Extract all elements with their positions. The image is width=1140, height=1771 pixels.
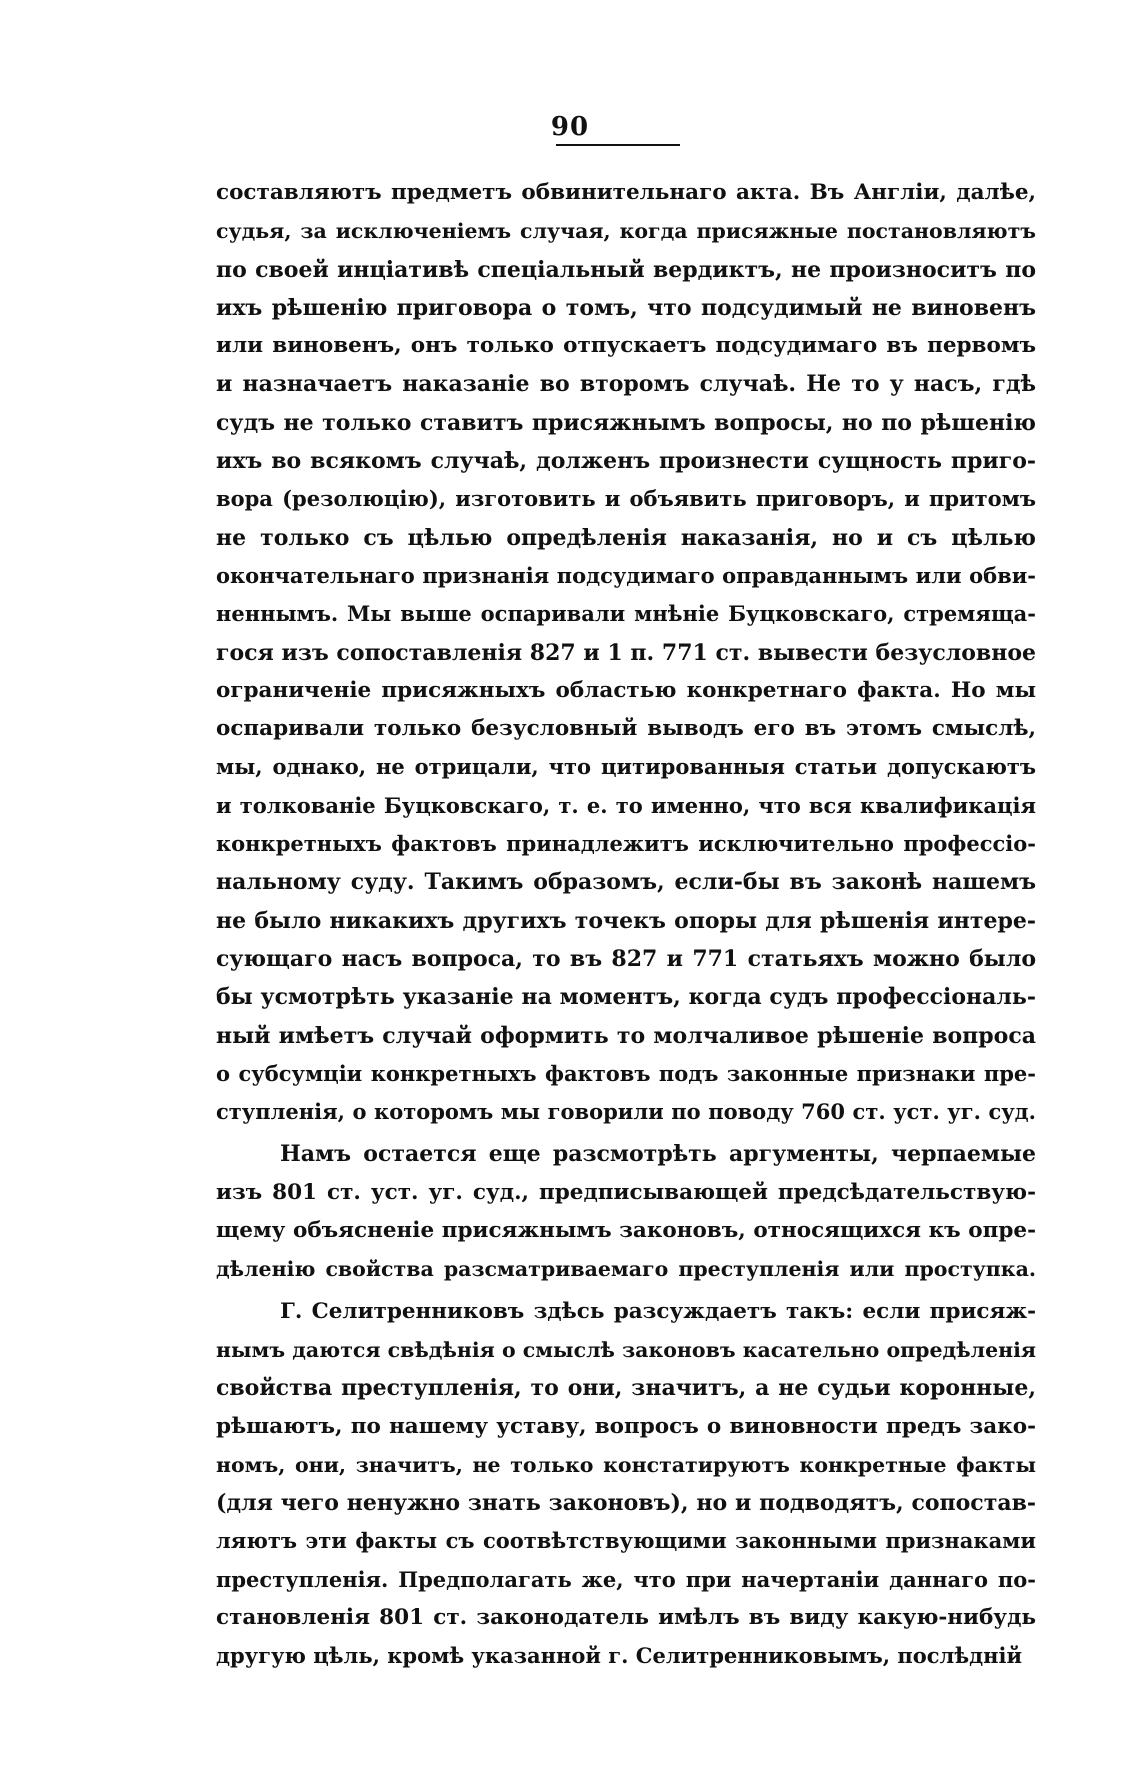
- text-line: ихъ рѣшенію приговора о томъ, что подсудимый не виновенъ: [216, 294, 1036, 321]
- text-line: изъ 801 ст. уст. уг. суд., предписывающей предсѣдательствую-: [216, 1179, 1036, 1205]
- text-line: окончательнаго признанія подсудимаго оправданнымъ или обви-: [216, 562, 1036, 588]
- text-line: ный имѣетъ случай оформить то молчаливое рѣшеніе вопроса: [216, 1022, 1036, 1049]
- page-number-rule: [556, 144, 680, 146]
- page-number: 90: [550, 112, 590, 142]
- text-line: не только съ цѣлью опредѣленія наказанія, но и съ цѣлью: [216, 524, 1036, 551]
- text-line: по своей инціативѣ спеціальный вердиктъ, не произноситъ по: [216, 256, 1036, 283]
- text-line: ихъ во всякомъ случаѣ, долженъ произнести сущность приго-: [216, 448, 1036, 475]
- paragraph-1: [216, 174, 1036, 1131]
- text-line: нальному суду. Такимъ образомъ, если-бы въ законѣ нашемъ: [216, 869, 1036, 896]
- text-line: (для чего ненужно знать законовъ), но и подводятъ, сопостав-: [216, 1490, 1036, 1517]
- text-line: и толкованіе Буцковскаго, т. е. то именно, что вся квалификація: [216, 792, 1036, 818]
- text-line: Намъ остается еще разсмотрѣть аргументы, черпаемые: [280, 1141, 1036, 1168]
- text-line: дѣленію свойства разсматриваемаго преступленія или проступка.: [216, 1257, 1036, 1282]
- text-line: щему объясненіе присяжнымъ законовъ, относящихся къ опре-: [216, 1218, 1036, 1244]
- paragraph-3: [216, 1293, 1036, 1676]
- text-line: или виновенъ, онъ только отпускаетъ подсудимаго въ первомъ: [216, 333, 1036, 359]
- text-line: не было никакихъ другихъ точекъ опоры для рѣшенія интере-: [216, 907, 1036, 934]
- body-text: [216, 174, 1036, 1676]
- text-line: гося изъ сопоставленія 827 и 1 п. 771 ст. вывести безусловное: [216, 639, 1036, 666]
- text-line: неннымъ. Мы выше оспаривали мнѣніе Буцковскаго, стремяща-: [216, 601, 1036, 627]
- text-line: ступленія, о которомъ мы говорили по поводу 760 ст. уст. уг. суд.: [216, 1099, 1036, 1125]
- text-line: оспаривали только безусловный выводъ его въ этомъ смыслѣ,: [216, 716, 1036, 742]
- text-line: сующаго насъ вопроса, то въ 827 и 771 статьяхъ можно было: [216, 945, 1036, 972]
- text-line: и назначаетъ наказаніе во второмъ случаѣ. Не то у насъ, гдѣ: [216, 371, 1036, 398]
- text-line: о субсумціи конкретныхъ фактовъ подъ законные признаки пре-: [216, 1060, 1036, 1086]
- text-line: другую цѣль, кромѣ указанной г. Селитренниковымъ, послѣдній: [216, 1643, 1023, 1669]
- text-line: судъ не только ставитъ присяжнымъ вопросы, но по рѣшенію: [216, 409, 1036, 436]
- text-line: мы, однако, не отрицали, что цитированныя статьи допускаютъ: [216, 754, 1036, 780]
- text-line: преступленія. Предполагать же, что при начертаніи даннаго по-: [216, 1566, 1036, 1592]
- text-line: вора (резолюцію), изготовить и объявить приговоръ, и притомъ: [216, 486, 1036, 512]
- text-line: судья, за исключеніемъ случая, когда присяжные постановляютъ: [216, 219, 1036, 244]
- text-line: конкретныхъ фактовъ принадлежитъ исключительно профессіо-: [216, 831, 1036, 857]
- text-line: становленія 801 ст. законодатель имѣлъ въ виду какую-нибудь: [216, 1604, 1036, 1630]
- text-line: ограниченіе присяжныхъ областью конкретнаго факта. Но мы: [216, 677, 1036, 703]
- text-line: рѣшаютъ, по нашему уставу, вопросъ о виновности предъ зако-: [216, 1413, 1036, 1439]
- text-line: ляютъ эти факты съ соотвѣтствующими законными признаками: [216, 1528, 1036, 1554]
- text-line: номъ, они, значитъ, не только констатируютъ конкретные факты: [216, 1452, 1036, 1477]
- text-line: бы усмотрѣть указаніе на моментъ, когда судъ профессіональ-: [216, 984, 1036, 1011]
- text-line: составляютъ предметъ обвинительнаго акта. Въ Англіи, далѣе,: [216, 180, 1036, 205]
- paragraph-2: [216, 1135, 1036, 1288]
- text-line: нымъ даются свѣдѣнія о смыслѣ законовъ касательно опредѣленія: [216, 1337, 1037, 1362]
- text-line: свойства преступленія, то они, значитъ, а не судьи коронные,: [216, 1375, 1036, 1402]
- text-line: Г. Селитренниковъ здѣсь разсуждаетъ такъ: если присяж-: [280, 1298, 1036, 1324]
